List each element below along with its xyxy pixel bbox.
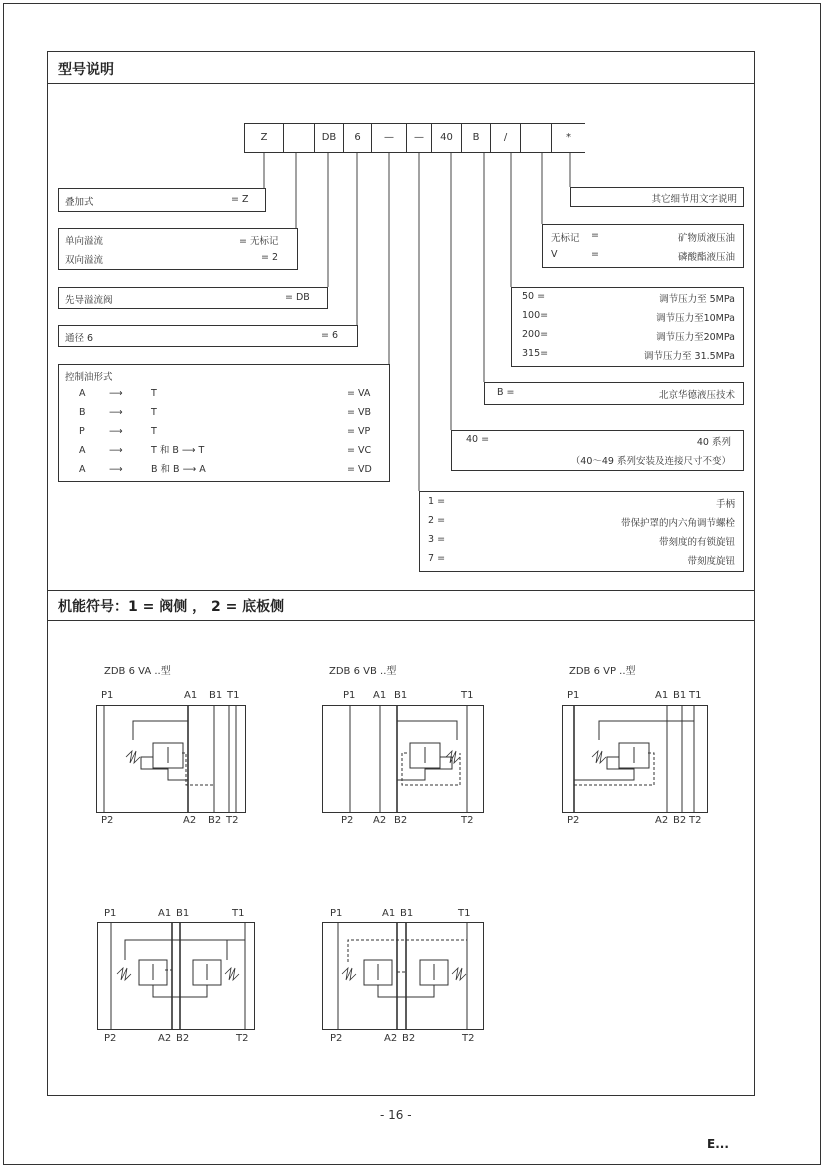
symbol-title-va: ZDB 6 VA ..型 xyxy=(104,666,171,677)
port-t1: T1 xyxy=(232,908,245,919)
control-from: A xyxy=(79,388,86,399)
code-cell-control: — xyxy=(371,123,407,153)
flow-label-1: 单向溢流 xyxy=(65,236,104,247)
symbol-diagram-vd xyxy=(322,922,484,1030)
port-t1: T1 xyxy=(227,690,240,701)
fluid-key-2: V xyxy=(551,249,558,260)
superposition-label: 叠加式 xyxy=(65,197,94,208)
adjust-value: 手柄 xyxy=(715,499,735,510)
code-cell-brand: B xyxy=(461,123,491,153)
control-from: A xyxy=(79,445,86,456)
symbol-diagram-vc xyxy=(97,922,255,1030)
fluid-value-2: 磷酸酯液压油 xyxy=(677,252,735,263)
adjust-key: 3 = xyxy=(428,534,446,545)
port-b2: B2 xyxy=(208,815,222,826)
control-title: 控制油形式 xyxy=(65,372,113,383)
port-t1: T1 xyxy=(458,908,471,919)
box-other xyxy=(570,187,744,207)
box-brand xyxy=(484,382,744,405)
port-b1: B1 xyxy=(673,690,687,701)
other-label: 其它细节用文字说明 xyxy=(651,194,737,205)
code-cell-flow xyxy=(283,123,315,153)
series-note: （40～49 系列安装及连接尺寸不变） xyxy=(570,456,731,467)
port-b1: B1 xyxy=(400,908,414,919)
flow-value-2: = 2 xyxy=(261,252,279,263)
control-from: A xyxy=(79,464,86,475)
control-row xyxy=(79,405,379,421)
port-p1: P1 xyxy=(330,908,343,919)
box-size xyxy=(58,325,358,347)
box-series xyxy=(451,430,744,471)
pressure-key: 100= xyxy=(522,310,549,321)
superposition-value: = Z xyxy=(231,194,249,205)
pressure-value: 调节压力至 5MPa xyxy=(659,294,735,305)
code-cell-db: DB xyxy=(314,123,344,153)
footer-mark: E... xyxy=(707,1137,729,1151)
pressure-value: 调节压力至20MPa xyxy=(656,332,735,343)
port-t1: T1 xyxy=(689,690,702,701)
adjust-key: 7 = xyxy=(428,553,446,564)
control-row xyxy=(79,386,379,402)
port-p2: P2 xyxy=(330,1033,343,1044)
pressure-value: 调节压力至10MPa xyxy=(656,313,735,324)
control-to: T xyxy=(151,388,157,399)
port-p2: P2 xyxy=(104,1033,117,1044)
code-cell-fluid xyxy=(520,123,552,153)
code-cell-series: 40 xyxy=(431,123,462,153)
arrow-icon: ⟶ xyxy=(109,426,123,437)
box-fluid xyxy=(542,224,744,268)
flow-value-1: = 无标记 xyxy=(239,236,279,247)
adjust-value: 带保护罩的内六角调节螺栓 xyxy=(620,518,735,529)
port-a1: A1 xyxy=(382,908,396,919)
port-a2: A2 xyxy=(384,1033,398,1044)
port-a1: A1 xyxy=(655,690,669,701)
control-to: T 和 B ⟶ T xyxy=(151,445,205,456)
arrow-icon: ⟶ xyxy=(109,388,123,399)
adjust-key: 1 = xyxy=(428,496,446,507)
port-p1: P1 xyxy=(104,908,117,919)
code-cell-size: 6 xyxy=(343,123,372,153)
port-b2: B2 xyxy=(394,815,408,826)
box-superposition xyxy=(58,188,266,212)
box-flow xyxy=(58,228,298,270)
symbol-title-vp: ZDB 6 VP ..型 xyxy=(569,666,636,677)
series-value: 40 系列 xyxy=(696,437,731,448)
divider-symbol-title xyxy=(47,620,755,621)
flow-label-2: 双向溢流 xyxy=(65,255,104,266)
port-b1: B1 xyxy=(176,908,190,919)
control-to: T xyxy=(151,426,157,437)
adjust-value: 带刻度的有锁旋钮 xyxy=(658,537,735,548)
port-a1: A1 xyxy=(158,908,172,919)
pilot-label: 先导溢流阀 xyxy=(65,295,113,306)
model-section-title: 型号说明 xyxy=(58,62,114,78)
code-cell-other: * xyxy=(551,123,585,153)
control-value: = VD xyxy=(347,464,372,475)
control-row xyxy=(79,443,379,459)
divider-model-bottom xyxy=(47,590,755,591)
control-value: = VP xyxy=(347,426,371,437)
port-b1: B1 xyxy=(394,690,408,701)
port-p2: P2 xyxy=(101,815,114,826)
page-number: - 16 - xyxy=(380,1108,412,1122)
port-p2: P2 xyxy=(341,815,354,826)
port-t2: T2 xyxy=(236,1033,249,1044)
port-t2: T2 xyxy=(462,1033,475,1044)
port-t2: T2 xyxy=(689,815,702,826)
symbol-diagram-vp xyxy=(562,705,708,813)
fluid-eq-2: = xyxy=(591,249,599,260)
symbol-diagram-vb xyxy=(322,705,484,813)
control-row xyxy=(79,462,379,478)
code-cell-adjust: — xyxy=(406,123,432,153)
port-a1: A1 xyxy=(373,690,387,701)
port-a2: A2 xyxy=(158,1033,172,1044)
size-value: = 6 xyxy=(321,330,339,341)
port-b2: B2 xyxy=(176,1033,190,1044)
symbol-section-title: 机能符号：1 = 阀侧 ， 2 = 底板侧 xyxy=(58,599,285,615)
control-to: B 和 B ⟶ A xyxy=(151,464,206,475)
arrow-icon: ⟶ xyxy=(109,407,123,418)
port-t2: T2 xyxy=(226,815,239,826)
port-b2: B2 xyxy=(402,1033,416,1044)
size-label: 通径 6 xyxy=(65,333,94,344)
control-row xyxy=(79,424,379,440)
box-pilot xyxy=(58,287,328,309)
control-value: = VA xyxy=(347,388,371,399)
pressure-key: 50 = xyxy=(522,291,546,302)
box-pressure xyxy=(511,287,744,367)
port-p2: P2 xyxy=(567,815,580,826)
port-p1: P1 xyxy=(343,690,356,701)
port-b2: B2 xyxy=(673,815,687,826)
port-p1: P1 xyxy=(567,690,580,701)
port-p1: P1 xyxy=(101,690,114,701)
fluid-value-1: 矿物质液压油 xyxy=(677,233,735,244)
port-a2: A2 xyxy=(655,815,669,826)
arrow-icon: ⟶ xyxy=(109,445,123,456)
port-b1: B1 xyxy=(209,690,223,701)
brand-value: 北京华德液压技术 xyxy=(658,390,735,401)
port-a2: A2 xyxy=(373,815,387,826)
box-adjust xyxy=(419,491,744,572)
port-t1: T1 xyxy=(461,690,474,701)
brand-key: B = xyxy=(497,387,515,398)
control-value: = VC xyxy=(347,445,372,456)
adjust-value: 带刻度旋钮 xyxy=(687,556,735,567)
fluid-key-1: 无标记 xyxy=(551,233,580,244)
adjust-key: 2 = xyxy=(428,515,446,526)
series-key: 40 = xyxy=(466,434,490,445)
pilot-value: = DB xyxy=(285,292,310,303)
box-control xyxy=(58,364,390,482)
fluid-eq-1: = xyxy=(591,230,599,241)
port-a2: A2 xyxy=(183,815,197,826)
pressure-key: 200= xyxy=(522,329,549,340)
control-from: P xyxy=(79,426,85,437)
arrow-icon: ⟶ xyxy=(109,464,123,475)
code-cell-z: Z xyxy=(244,123,284,153)
control-to: T xyxy=(151,407,157,418)
pressure-value: 调节压力至 31.5MPa xyxy=(644,351,735,362)
control-from: B xyxy=(79,407,86,418)
pressure-key: 315= xyxy=(522,348,549,359)
symbol-title-vb: ZDB 6 VB ..型 xyxy=(329,666,397,677)
port-a1: A1 xyxy=(184,690,198,701)
code-cell-slash: / xyxy=(490,123,521,153)
port-t2: T2 xyxy=(461,815,474,826)
symbol-diagram-va xyxy=(96,705,246,813)
control-value: = VB xyxy=(347,407,371,418)
